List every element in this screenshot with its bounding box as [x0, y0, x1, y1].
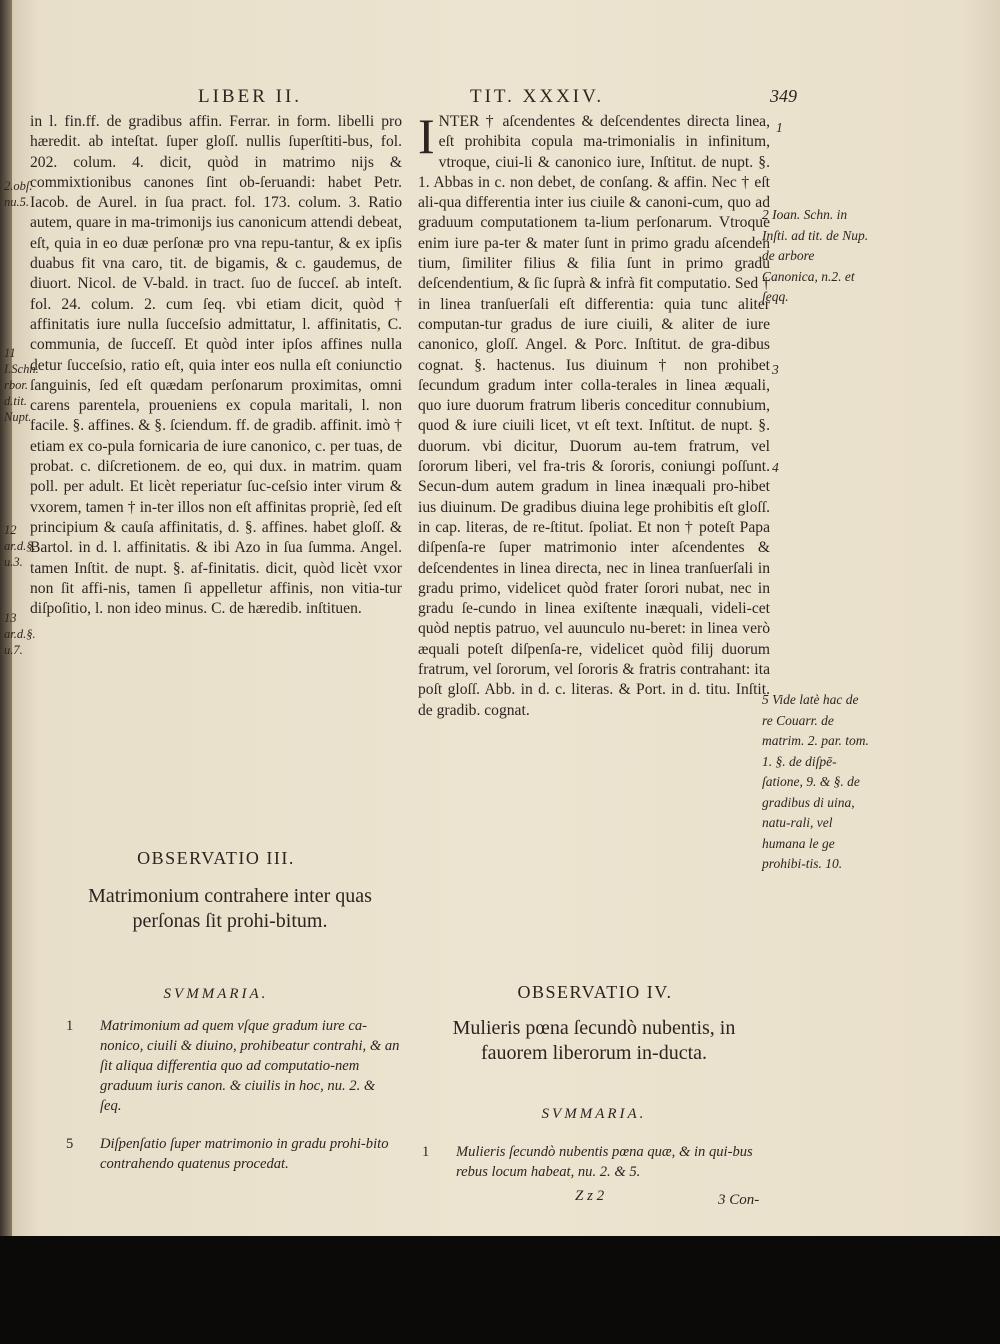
left-margin-note: 2.obſ. nu.5.	[4, 179, 33, 209]
summaria-entry-number: 1	[422, 1144, 430, 1160]
body-paragraph: in l. fin.ff. de gradibus affin. Ferrar. in form. libelli pro hæredit. ab inteſtat. ſuper gloſſ. nullis ſuperſtiti-bus, fol. 202. colum. 4. dicit, quòd in matrimo nijs & commixtionibus canones ſint ob-ſeruandi: habet Petr. Iacob. de Aurel. in ſua pract. fol. 173. colum. 3. Ratio autem, quare in ma-trimonijs ius canonicum attendi debeat, eſt, quia in eo duæ perſonæ pro vna repu-tantur, & ex ipſis duabus fit vna caro, tit. de bigamis, & c. gaudemus, de diuort. Nicol. de V-bald. in tract. ſuo de ſucceſ. ab inteſt. fol. 24. colum. 2. cum ſeq. vbi etiam dicit, quòd † affinitatis iure nulla ſucceſsio admittatur, l. affinitatis, C. communia, de ſucceſſ. Et quòd inter ipſos affines nulla detur ſucceſsio, ratio eſt, quia inter eos nulla eſt coniunctio ſanguinis, ſed eſt quædam perſonarum proximitas, omni carens parentela, proueniens ex copula maritali, l. non facile. §. affines. & §. ſciendum. ff. de gradib. affinit. imò † etiam ex co-pula fornicaria de iure canonico, c. per tuas, de probat. c. diſcretionem. de eo, qui dux. in matrim. quam poll. per adult. Et licèt reperiatur ſuc-ceſsio inter virum & vxorem, tamen † in-ter illos non eſt affinitas propriè, ſed eſt principium & cauſa affinitatis, d. §. affines. habet gloſſ. & Bartol. in d. l. affinitatis. & ibi Azo in ſua ſumma. Angel. tamen Inſtit. de nupt. §. af-finitatis. dicit, quòd licèt vxor non ſit affi-nis, tamen ſi appelletur affinis, non vitia-tur diſpoſitio, l. non ideo minus. C. de hæredib. inſtituen.	[30, 113, 402, 618]
summaria-entry-number: 1	[66, 1018, 74, 1034]
summaria-entry	[66, 1134, 400, 1174]
right-margin-note: 3	[772, 362, 779, 377]
left-column-text	[30, 112, 402, 619]
drop-cap: I	[418, 108, 435, 164]
observatio-3-title: Matrimonium contrahere inter quas perſonas ſit prohi-bitum.	[88, 885, 372, 932]
summaria-entry-text: Matrimonium ad quem vſque gradum iure ca-nonico, ciuili & diuino, prohibeatur contrahi, & an ſit aliqua differentia quo ad computatio-nem graduum iuris canon. & ciuilis in hoc, nu. 2. & ſeq.	[100, 1018, 400, 1114]
right-margin-note: 1	[776, 120, 783, 135]
observatio-4-title: Mulieris pœna ſecundò nubentis, in fauorem liberorum in-ducta.	[452, 1017, 736, 1064]
body-text: † aſcendentes & deſcendentes directa linea, eſt prohibita copula ma-trimonialis in infinitum, vtroque, ciui-li & canonico iure, Inſtitut. de nupt. §. 1. Abbas in c. non debet, de conſang. & affin. Nec † eſt ali-qua differentia inter ius ciuile & canoni-cum, quo ad graduum computationem ta-lium perſonarum. Vtroque enim iure pa-ter & mater ſunt in primo gradu aſcenden tium, ſimiliter filius & filia ſunt in primo gradu deſcendentium, & ſic ſuprà & infrà fit computatio. Sed † in linea tranſuerſali eſt differentia: quia tunc aliter computan-tur gradus de iure ciuili, & aliter de iure canonico, gloſſ. Angel. & Porc. Inſtitut. de gra-dibus cognat. §. hactenus. Ius diuinum † non prohibet ſecundum gradum inter colla-terales in linea æquali, quo iure duorum fratrum liberis conceditur connubium, quod & iure ciuili licet, vt eſt text. Inſtitut. de nupt. §. duorum. vbi dicitur, Duorum au-tem fratrum, vel ſororum liberi, vel fra-tris & ſororis, coniungi poſſunt. Secun-dum autem gradum in linea inæquali pro-hibet ius diuinum. De gradibus diuina lege prohibitis eſt gloſſ. in cap. literas, de re-ſtitut. ſpoliat. Et non † poteſt Papa diſpenſa-re ſuper matrimonio inter aſcendentes & deſcendentes in linea directa, nec in linea tranſuerſali in gradu primo, videlicet quòd frater ſorori nubat, nec in gradu ſe-cundo in linea exiſtente inæquali, videli-cet quòd neptis patruo, vel auunculo nu-beret: in linea verò æquali poteſt diſpenſa-re, videlicet quòd filij duorum fratrum, vel ſororum, vel ſororis & fratris contrahant: ita poſt gloſſ. Abb. in d. c. literas. & Port. in d. titu. Inſtit. de gradib. cognat.	[418, 113, 770, 719]
right-column-text	[418, 108, 770, 721]
summaria-entry-text: Mulieris ſecundò nubentis pœna quæ, & in qui-bus rebus locum habeat, nu. 2. & 5.	[456, 1144, 753, 1180]
summaria-entry-text: Diſpenſatio ſuper matrimonio in gradu prohi-bito contrahendo quatenus procedat.	[100, 1136, 389, 1172]
left-margin-note: 11 I.Schn. rbor. d.tit. Nupt.	[4, 346, 39, 424]
right-margin-note: 4	[772, 460, 779, 475]
running-head-left: LIBER II.	[198, 86, 303, 107]
running-head-center: TIT. XXXIV.	[470, 86, 605, 107]
observatio-4-summaria-label: SVMMARIA.	[541, 1106, 647, 1122]
observatio-3-summaria-label: SVMMARIA.	[163, 986, 269, 1002]
catchword: 3 Con-	[718, 1192, 760, 1208]
observatio-4-heading: OBSERVATIO IV.	[517, 982, 673, 1002]
first-word: NTER	[438, 113, 480, 130]
left-margin-note: 13 ar.d.§. u.7.	[4, 611, 36, 657]
summaria-entry	[422, 1142, 766, 1182]
observatio-3-heading: OBSERVATIO III.	[137, 848, 295, 868]
body-paragraph	[418, 108, 770, 721]
page-number: 349	[770, 86, 797, 106]
summaria-entry-number: 5	[66, 1136, 74, 1152]
right-margin-note: 2 Ioan. Schn. in Inſti. ad tit. de Nup. de arbore Canonica, n.2. et ſeqq.	[762, 207, 869, 304]
right-margin-note: 5 Vide latè hac de re Couarr. de matrim. 2. par. tom. 1. §. de diſpē-ſatione, 9. & §. de gradibus di uina, natu-rali, vel humana le ge prohibi-tis. 10.	[762, 692, 869, 871]
summaria-entry	[66, 1016, 400, 1116]
left-margin-note: 12 ar.d.§. u.3.	[4, 523, 36, 569]
scan-background	[0, 1236, 1000, 1344]
signature-mark: Z z 2	[575, 1188, 605, 1204]
